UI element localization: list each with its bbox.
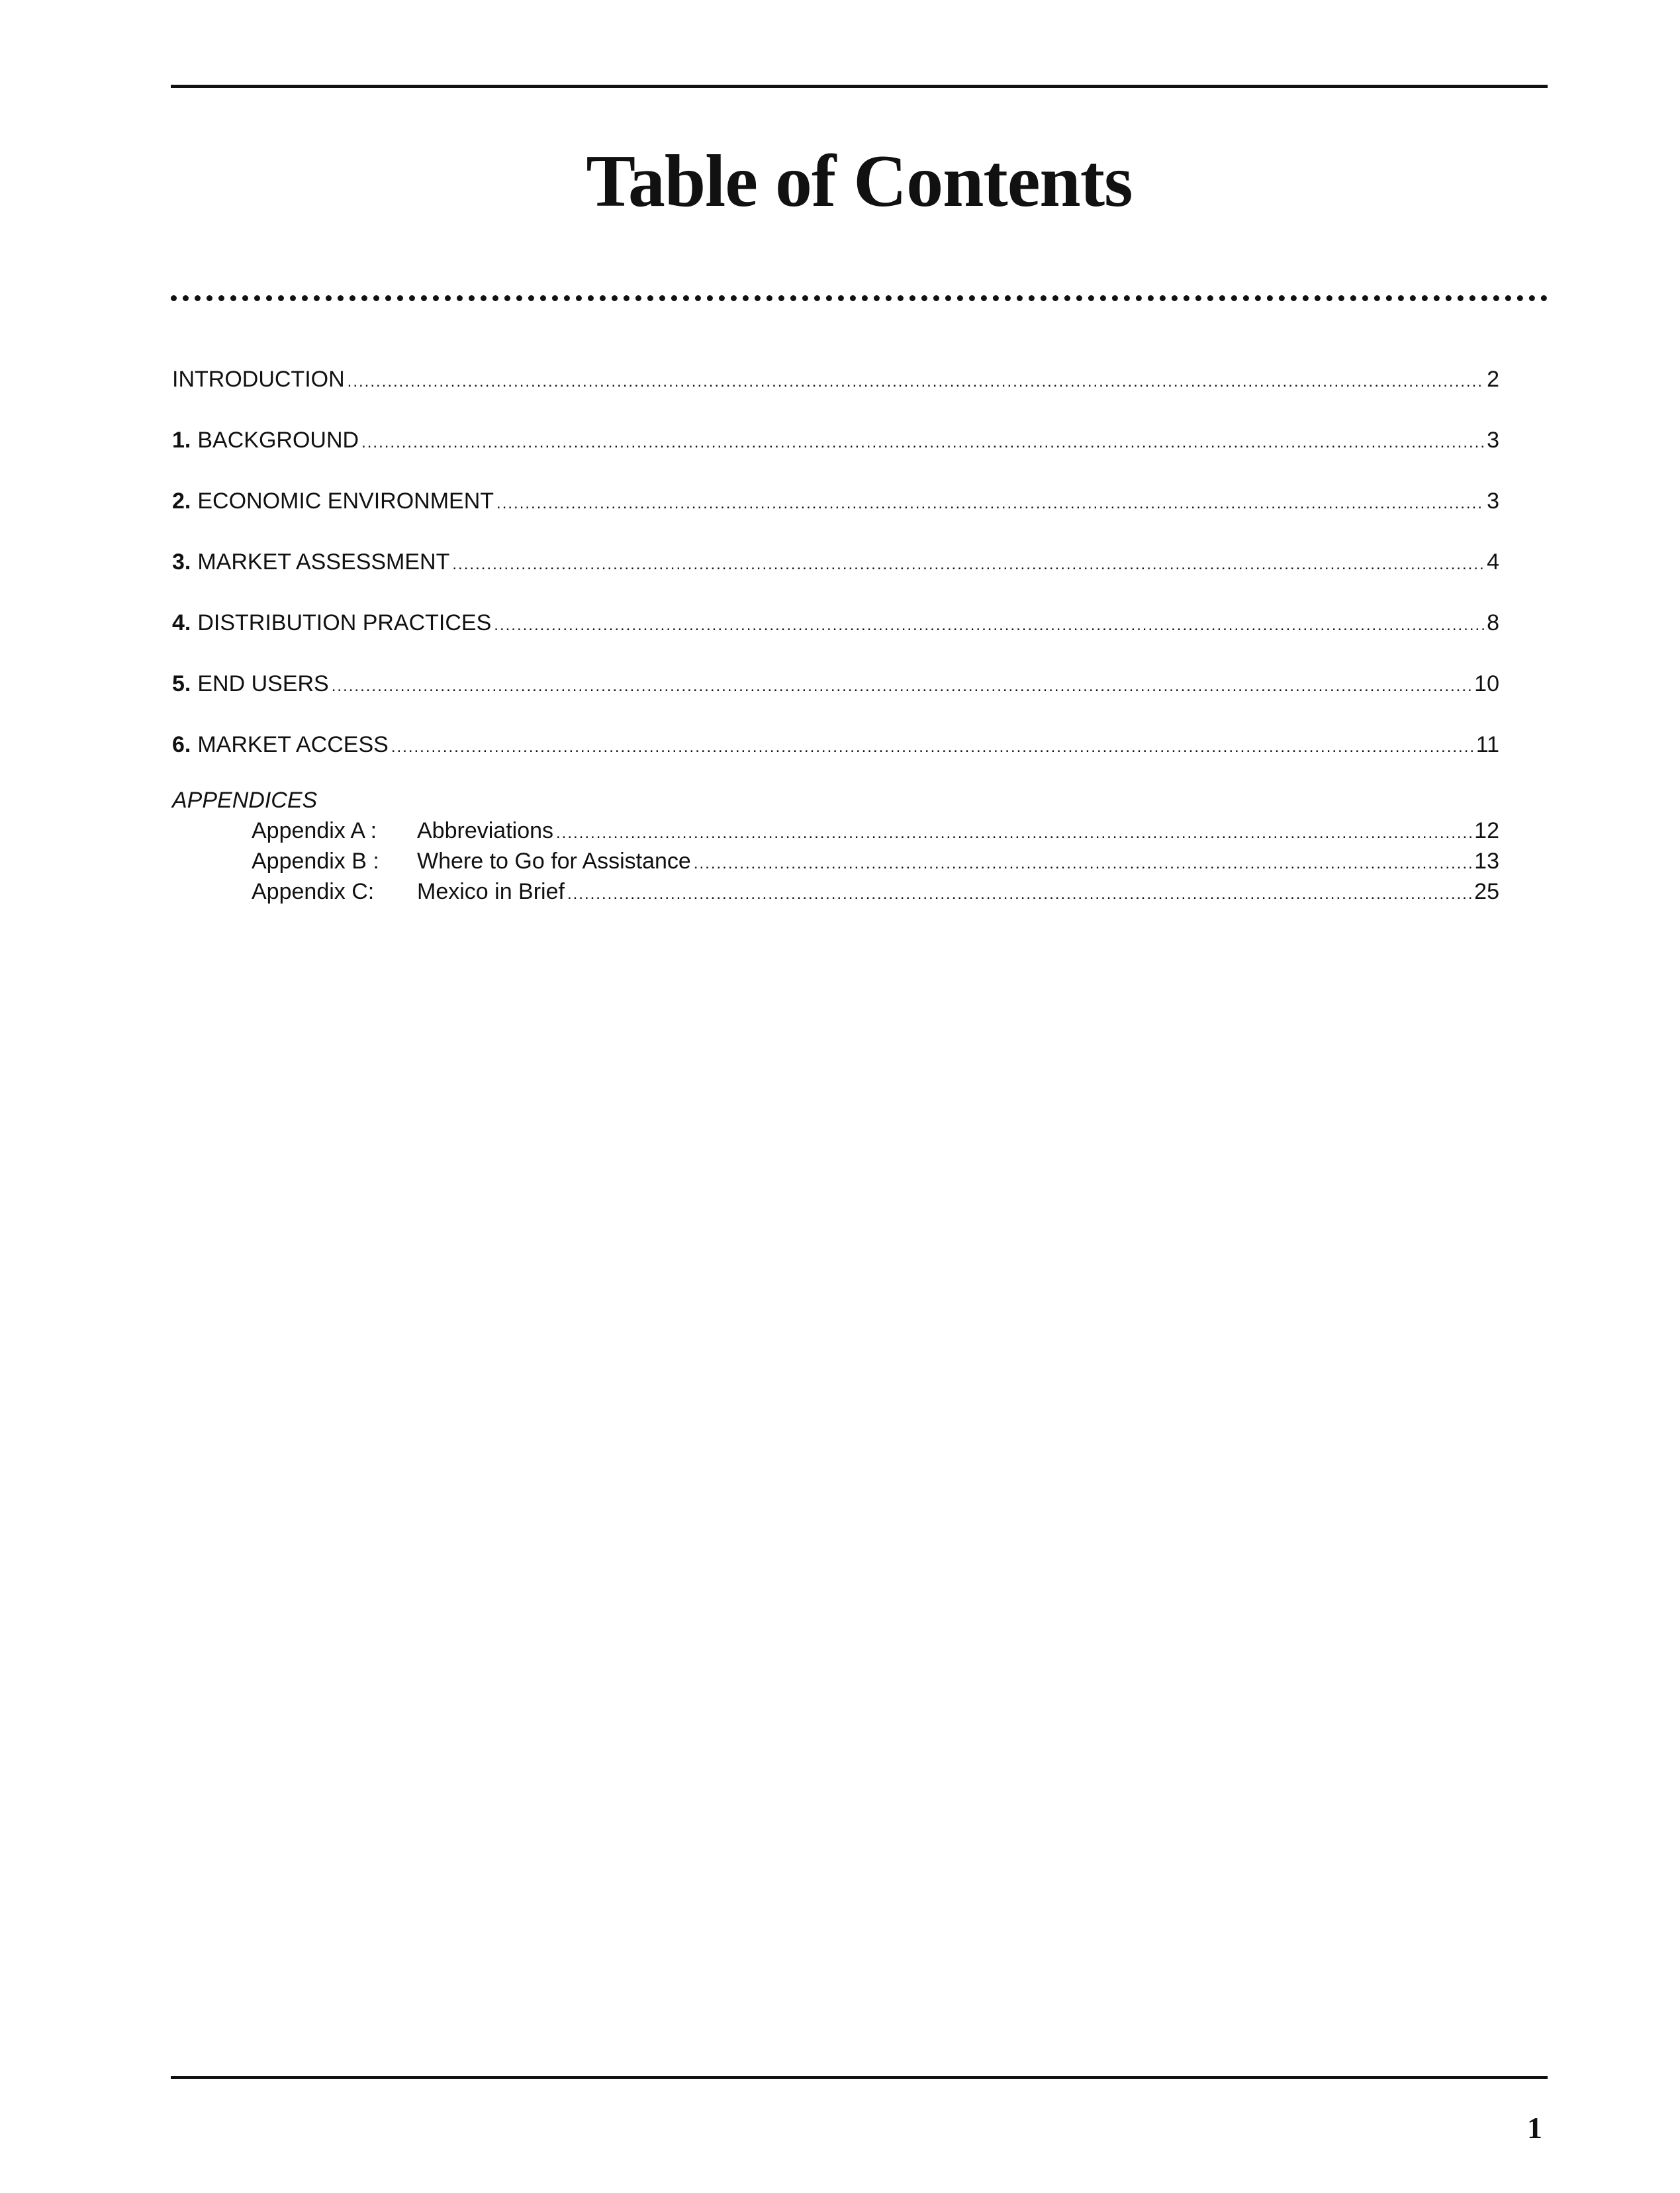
toc-entry-label: ECONOMIC ENVIRONMENT — [197, 489, 494, 514]
appendix-label: Appendix A : — [252, 818, 377, 843]
toc-entry-number: 4. — [172, 610, 191, 635]
dot-leader — [496, 496, 1484, 512]
toc-appendix-b[interactable] — [172, 850, 1499, 880]
appendices-heading: APPENDICES — [172, 788, 318, 813]
dot-leader — [494, 618, 1484, 633]
toc-entry-economic-environment[interactable] — [172, 490, 1499, 551]
appendix-title: Where to Go for Assistance — [417, 849, 691, 874]
bottom-rule — [171, 2076, 1548, 2079]
appendix-label: Appendix B : — [252, 849, 379, 874]
dot-leader — [567, 886, 1471, 902]
toc-entry-label: BACKGROUND — [197, 428, 359, 453]
toc-entry-page: 3 — [1487, 428, 1499, 453]
dot-leader — [556, 825, 1471, 841]
toc-entry-page: 3 — [1487, 489, 1499, 514]
appendix-page: 13 — [1474, 849, 1499, 874]
appendix-title: Abbreviations — [417, 818, 554, 843]
toc-appendix-a[interactable] — [172, 819, 1499, 850]
toc-entry-end-users[interactable] — [172, 673, 1499, 733]
appendix-title: Mexico in Brief — [417, 879, 565, 904]
dot-leader — [694, 856, 1471, 872]
toc-entry-number: 1. — [172, 428, 191, 453]
toc-entry-label: MARKET ASSESSMENT — [197, 549, 450, 575]
toc-entry-page: 8 — [1487, 610, 1499, 635]
page-title: Table of Contents — [586, 140, 1133, 222]
footer-page-number: 1 — [1527, 2111, 1542, 2145]
dot-leader — [348, 374, 1484, 390]
top-rule — [171, 85, 1548, 88]
toc-entry-distribution-practices[interactable] — [172, 612, 1499, 673]
toc-entry-market-assessment[interactable] — [172, 551, 1499, 612]
appendix-page: 25 — [1474, 879, 1499, 904]
dot-leader — [361, 435, 1484, 451]
dot-leader — [391, 739, 1473, 755]
toc-entry-introduction[interactable] — [172, 368, 1499, 429]
toc-appendix-c[interactable] — [172, 880, 1499, 911]
toc-entry-page: 10 — [1474, 671, 1499, 696]
toc-entry-page: 2 — [1487, 367, 1499, 392]
toc-entry-label: END USERS — [197, 671, 329, 696]
appendix-page: 12 — [1474, 818, 1499, 843]
toc-entry-number: 6. — [172, 732, 191, 757]
toc-entry-market-access[interactable] — [172, 733, 1499, 794]
toc-entry-number: 2. — [172, 489, 191, 514]
dot-leader — [332, 678, 1471, 694]
dot-leader — [452, 557, 1484, 573]
toc-entry-label: MARKET ACCESS — [197, 732, 389, 757]
toc-entry-number: 5. — [172, 671, 191, 696]
toc-entry-background[interactable] — [172, 429, 1499, 490]
appendix-label: Appendix C: — [252, 879, 375, 904]
toc-entry-page: 11 — [1475, 732, 1499, 757]
toc-entry-label: INTRODUCTION — [172, 367, 345, 392]
toc-entry-number: 3. — [172, 549, 191, 575]
toc-entry-page: 4 — [1487, 549, 1499, 575]
table-of-contents — [172, 368, 1499, 911]
toc-entry-label: DISTRIBUTION PRACTICES — [197, 610, 492, 635]
dotted-divider — [171, 295, 1548, 301]
